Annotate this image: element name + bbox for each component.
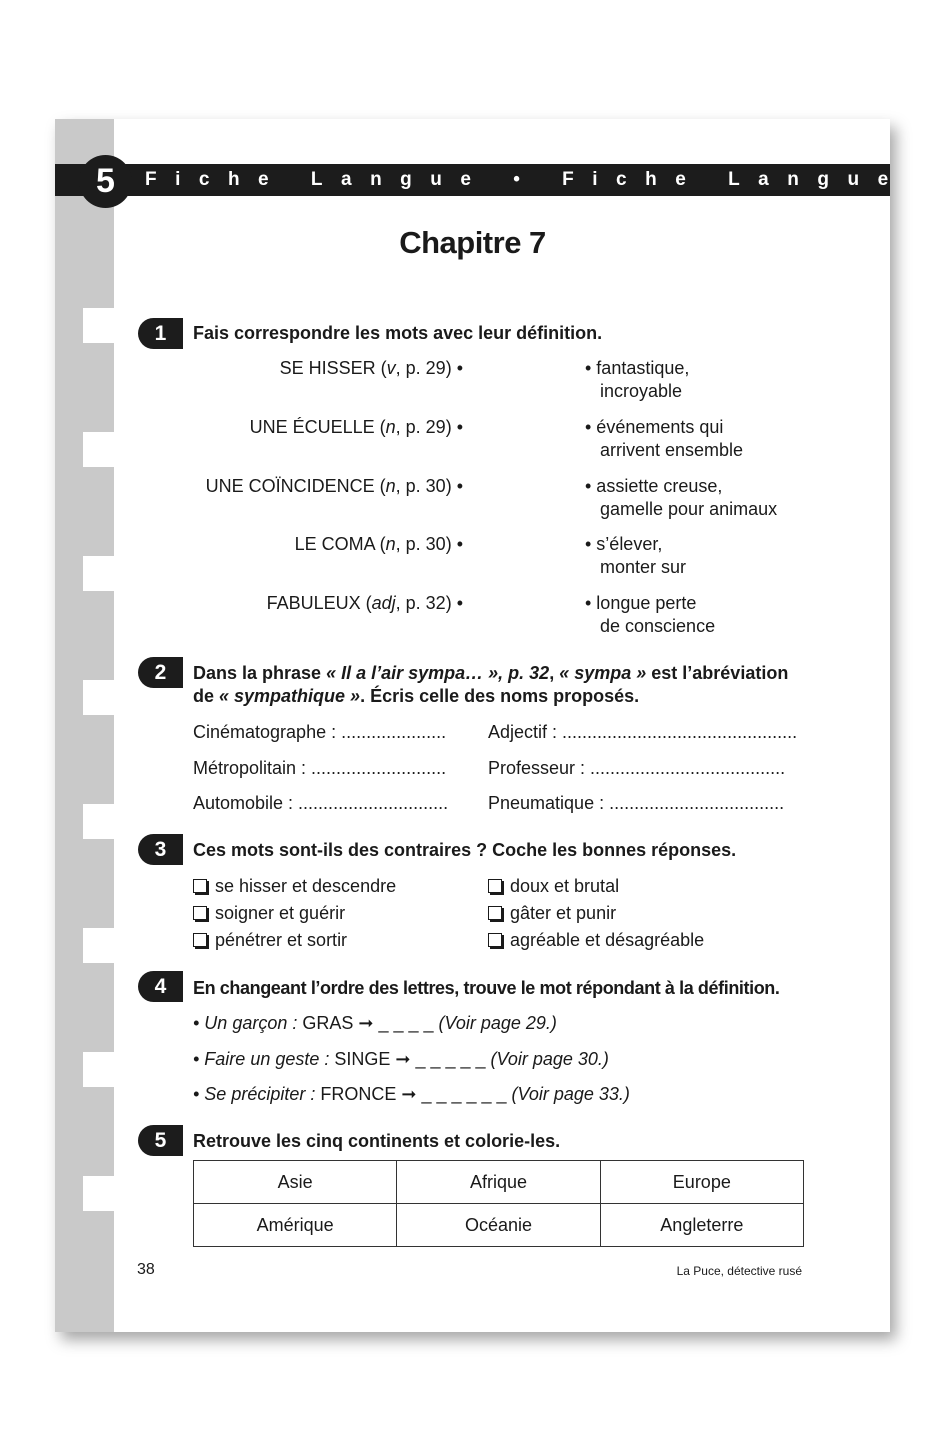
table-cell[interactable]: Asie bbox=[194, 1161, 397, 1204]
checkbox-option[interactable]: gâter et punir bbox=[488, 902, 616, 925]
question-instruction: Dans la phrase « Il a l’air sympa… », p. 32, « sympa » est l’abréviation de « sympathique ». Écris celle des noms proposés. bbox=[193, 663, 789, 706]
match-left-item: LE COMA (n, p. 30) • bbox=[294, 534, 463, 554]
table-cell[interactable]: Amérique bbox=[194, 1204, 397, 1247]
fill-line[interactable]: Professeur : ....................................... bbox=[488, 758, 786, 778]
table-cell[interactable]: Angleterre bbox=[600, 1204, 803, 1247]
fill-line[interactable]: Pneumatique : ................................... bbox=[488, 793, 785, 813]
table-cell[interactable]: Afrique bbox=[397, 1161, 600, 1204]
checkbox-icon[interactable] bbox=[488, 879, 502, 893]
question-number: 5 bbox=[138, 1125, 183, 1156]
checkbox-icon[interactable] bbox=[488, 906, 502, 920]
fill-line[interactable]: Métropolitain : ........................... bbox=[193, 758, 447, 778]
match-right-item: • événements qui arrivent ensemble bbox=[585, 417, 744, 460]
question-instruction: Retrouve les cinq continents et colorie-les. bbox=[193, 1131, 561, 1151]
fill-line[interactable]: Automobile : .............................. bbox=[193, 793, 449, 813]
header-banner: Fiche Langue • Fiche Langue bbox=[145, 169, 907, 190]
checkbox-icon[interactable] bbox=[193, 879, 207, 893]
table-cell[interactable]: Europe bbox=[600, 1161, 803, 1204]
book-title: La Puce, détective rusé bbox=[676, 1264, 802, 1278]
match-right-item: • longue perte de conscience bbox=[585, 593, 716, 636]
checkbox-option[interactable]: agréable et désagréable bbox=[488, 929, 704, 952]
binding-notch bbox=[83, 680, 114, 715]
match-left-item: SE HISSER (v, p. 29) • bbox=[279, 358, 463, 378]
checkbox-icon[interactable] bbox=[193, 906, 207, 920]
anagram-item: • Un garçon : GRAS ➞ _ _ _ _ (Voir page 29.) bbox=[193, 1013, 557, 1033]
page-number: 38 bbox=[137, 1261, 155, 1278]
checkbox-icon[interactable] bbox=[193, 933, 207, 947]
question-instruction: Ces mots sont-ils des contraires ? Coche les bonnes réponses. bbox=[193, 840, 737, 860]
question-instruction: Fais correspondre les mots avec leur définition. bbox=[193, 323, 603, 343]
checkbox-option[interactable]: pénétrer et sortir bbox=[193, 929, 347, 952]
checkbox-icon[interactable] bbox=[488, 933, 502, 947]
match-right-item: • s’élever, monter sur bbox=[585, 534, 687, 577]
binding-notch bbox=[83, 804, 114, 839]
table-row bbox=[194, 1161, 804, 1204]
binding-notch bbox=[83, 928, 114, 963]
binding-notch bbox=[83, 432, 114, 467]
chapter-badge: 5 bbox=[79, 155, 132, 208]
worksheet-page bbox=[55, 119, 907, 1332]
question-instruction: En changeant l’ordre des lettres, trouve le mot répondant à la définition. bbox=[193, 978, 780, 998]
page-title: Chapitre 7 bbox=[399, 225, 546, 260]
checkbox-option[interactable]: se hisser et descendre bbox=[193, 875, 396, 898]
question-number: 3 bbox=[138, 834, 183, 865]
match-right-item: • assiette creuse, gamelle pour animaux bbox=[585, 476, 778, 519]
question-number: 1 bbox=[138, 318, 183, 349]
anagram-item: • Se précipiter : FRONCE ➞ _ _ _ _ _ _ (Voir page 33.) bbox=[193, 1084, 630, 1104]
question-number: 4 bbox=[138, 971, 183, 1002]
fill-line[interactable]: Adjectif : ............................................... bbox=[488, 722, 798, 742]
match-right-item: • fantastique, incroyable bbox=[585, 358, 690, 401]
match-left-item: UNE COÏNCIDENCE (n, p. 30) • bbox=[205, 476, 463, 496]
anagram-item: • Faire un geste : SINGE ➞ _ _ _ _ _ (Voir page 30.) bbox=[193, 1049, 609, 1069]
binding-notch bbox=[83, 556, 114, 591]
match-left-item: FABULEUX (adj, p. 32) • bbox=[266, 593, 463, 613]
checkbox-option[interactable]: doux et brutal bbox=[488, 875, 619, 898]
match-left-item: UNE ÉCUELLE (n, p. 29) • bbox=[249, 417, 463, 437]
question-number: 2 bbox=[138, 657, 183, 688]
binding-notch bbox=[83, 1052, 114, 1087]
checkbox-option[interactable]: soigner et guérir bbox=[193, 902, 345, 925]
fill-line[interactable]: Cinématographe : ..................... bbox=[193, 722, 447, 742]
table-row bbox=[194, 1204, 804, 1247]
binding-strip bbox=[55, 119, 114, 1332]
binding-notch bbox=[83, 1176, 114, 1211]
table-cell[interactable]: Océanie bbox=[397, 1204, 600, 1247]
binding-notch bbox=[83, 308, 114, 343]
continents-table bbox=[193, 1160, 804, 1247]
